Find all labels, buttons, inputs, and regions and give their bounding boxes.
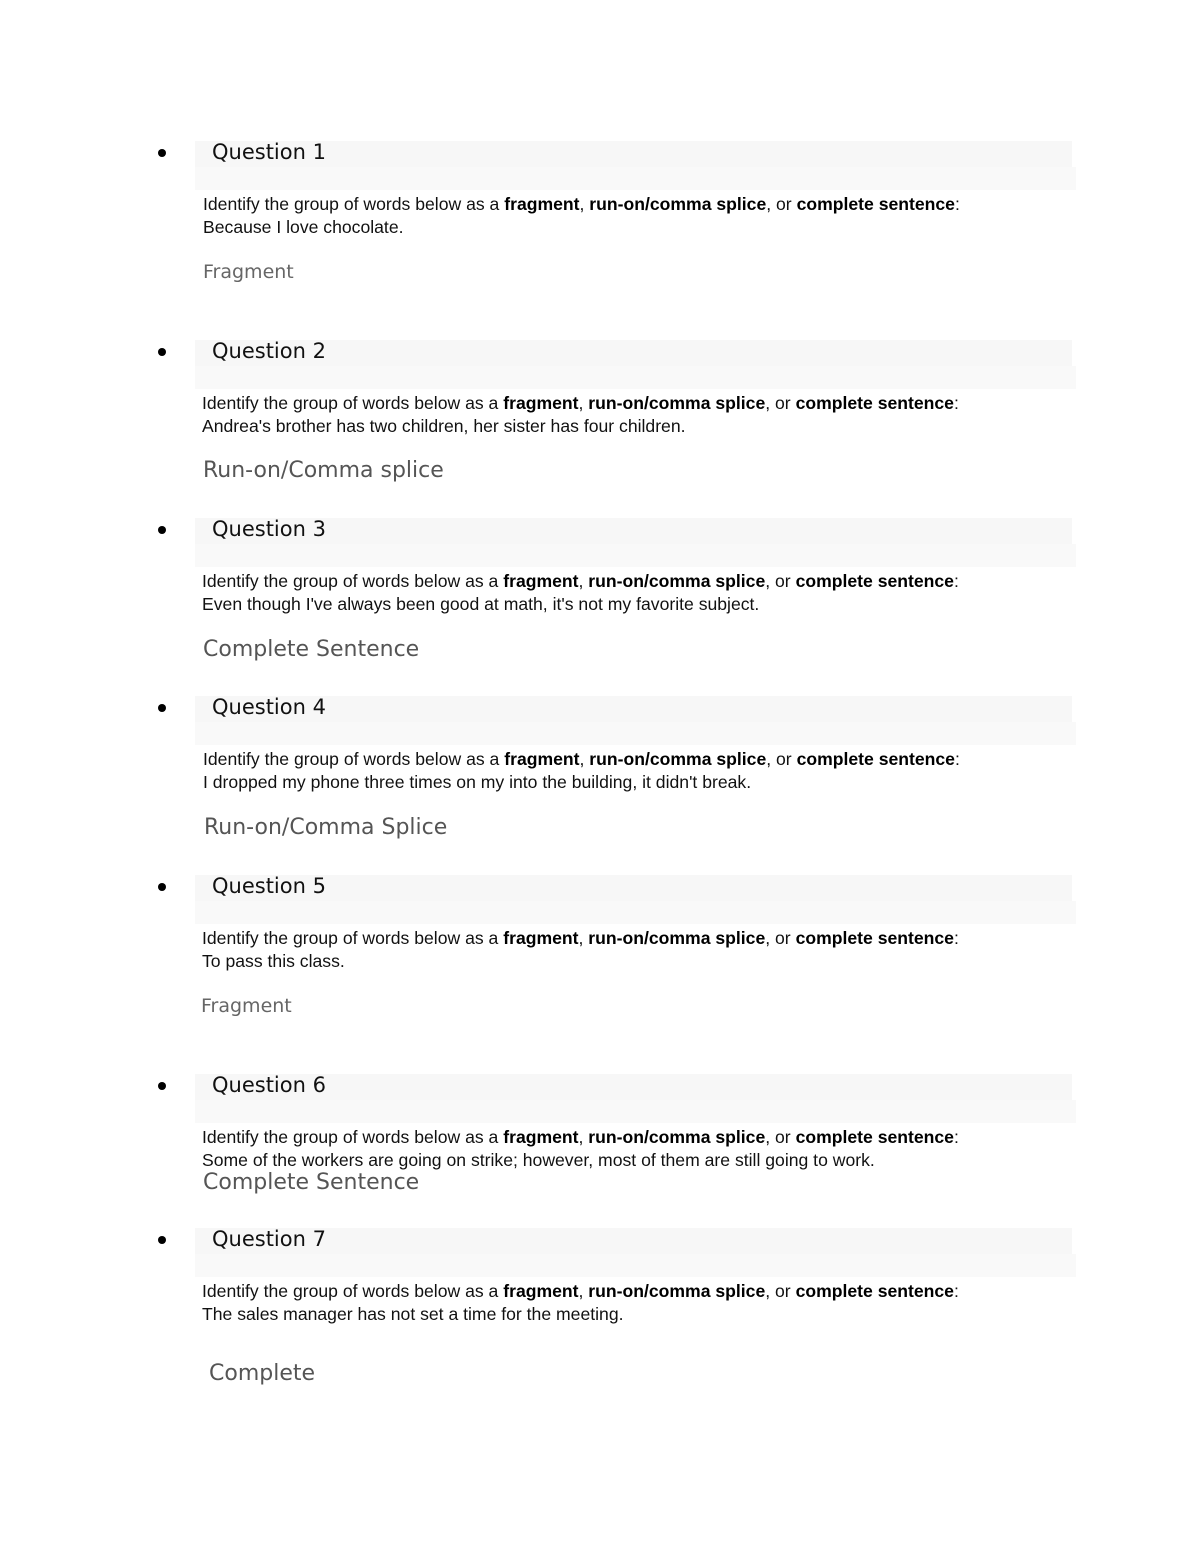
term-complete-sentence: complete sentence [795, 928, 954, 948]
term-fragment: fragment [503, 928, 579, 948]
term-run-on: run-on/comma splice [589, 749, 767, 769]
term-complete-sentence: complete sentence [795, 393, 954, 413]
question-prompt [202, 1280, 959, 1303]
question-header-band [195, 722, 1076, 745]
question-prompt [202, 392, 959, 415]
answer-text: Complete Sentence [203, 637, 420, 662]
question-header-band [195, 167, 1076, 190]
term-complete-sentence: complete sentence [795, 1281, 954, 1301]
question-sentence: Because I love chocolate. [203, 217, 404, 237]
prompt-end: : [953, 1127, 959, 1147]
question-sentence: Even though I've always been good at math, it's not my favorite subject. [202, 594, 760, 614]
question-header-band [195, 1254, 1076, 1277]
term-fragment: fragment [503, 1127, 579, 1147]
prompt-sep: , or [765, 1127, 796, 1147]
prompt-end: : [953, 1281, 959, 1301]
prompt-end: : [954, 749, 960, 769]
prompt-intro: Identify the group of words below as a [202, 393, 504, 413]
question-header [195, 875, 1072, 901]
question-header-band [195, 1100, 1076, 1123]
prompt-sep: , or [766, 194, 797, 214]
question-header [195, 340, 1072, 366]
question-header-band [195, 901, 1076, 924]
term-fragment: fragment [503, 1281, 579, 1301]
prompt-sep: , or [765, 571, 796, 591]
question-header [195, 1228, 1072, 1254]
prompt-sep: , [578, 393, 589, 413]
prompt-sep: , [579, 749, 590, 769]
prompt-intro: Identify the group of words below as a [202, 928, 504, 948]
question-title: Question 1 [212, 140, 326, 164]
term-run-on: run-on/comma splice [588, 393, 766, 413]
question-title: Question 5 [212, 874, 326, 898]
answer-text: Run-on/Comma splice [203, 458, 444, 483]
bullet-icon [158, 1236, 166, 1244]
question-title: Question 4 [212, 695, 326, 719]
prompt-sep: , [579, 194, 590, 214]
term-complete-sentence: complete sentence [796, 749, 955, 769]
term-run-on: run-on/comma splice [588, 571, 766, 591]
bullet-icon [158, 704, 166, 712]
answer-text: Complete [209, 1361, 316, 1386]
prompt-end: : [953, 571, 959, 591]
prompt-sep: , or [765, 393, 796, 413]
question-prompt [202, 927, 959, 950]
prompt-sep: , [578, 571, 589, 591]
prompt-end: : [953, 928, 959, 948]
prompt-sep: , [578, 1127, 589, 1147]
question-title: Question 2 [212, 339, 326, 363]
question-sentence: I dropped my phone three times on my into the building, it didn't break. [203, 772, 752, 792]
bullet-icon [158, 149, 166, 157]
prompt-sep: , or [766, 749, 797, 769]
prompt-sep: , [578, 1281, 589, 1301]
term-run-on: run-on/comma splice [589, 194, 767, 214]
question-header-band [195, 544, 1076, 567]
question-header [195, 141, 1072, 167]
prompt-intro: Identify the group of words below as a [202, 571, 504, 591]
term-fragment: fragment [503, 393, 579, 413]
prompt-intro: Identify the group of words below as a [202, 1127, 504, 1147]
question-header [195, 1074, 1072, 1100]
term-complete-sentence: complete sentence [796, 194, 955, 214]
term-complete-sentence: complete sentence [795, 571, 954, 591]
term-fragment: fragment [504, 749, 580, 769]
bullet-icon [158, 1082, 166, 1090]
bullet-icon [158, 526, 166, 534]
question-prompt [202, 1126, 959, 1149]
bullet-icon [158, 348, 166, 356]
term-complete-sentence: complete sentence [795, 1127, 954, 1147]
prompt-sep: , or [765, 928, 796, 948]
question-sentence: To pass this class. [202, 951, 345, 971]
answer-text: Complete Sentence [203, 1170, 420, 1195]
prompt-intro: Identify the group of words below as a [203, 194, 505, 214]
term-fragment: fragment [503, 571, 579, 591]
term-fragment: fragment [504, 194, 580, 214]
question-title: Question 3 [212, 517, 326, 541]
question-title: Question 7 [212, 1227, 326, 1251]
prompt-intro: Identify the group of words below as a [202, 1281, 504, 1301]
prompt-intro: Identify the group of words below as a [203, 749, 505, 769]
question-prompt [203, 748, 960, 771]
answer-text: Fragment [201, 995, 292, 1017]
bullet-icon [158, 883, 166, 891]
term-run-on: run-on/comma splice [588, 1127, 766, 1147]
answer-text: Run-on/Comma Splice [204, 815, 448, 840]
question-prompt [203, 193, 960, 216]
question-title: Question 6 [212, 1073, 326, 1097]
term-run-on: run-on/comma splice [588, 928, 766, 948]
question-header [195, 518, 1072, 544]
question-sentence: Some of the workers are going on strike; however, most of them are still going to work. [202, 1150, 875, 1170]
question-header [195, 696, 1072, 722]
question-sentence: The sales manager has not set a time for the meeting. [202, 1304, 624, 1324]
prompt-end: : [954, 194, 960, 214]
prompt-sep: , [578, 928, 589, 948]
prompt-end: : [953, 393, 959, 413]
question-sentence: Andrea's brother has two children, her sister has four children. [202, 416, 686, 436]
answer-text: Fragment [203, 261, 294, 283]
prompt-sep: , or [765, 1281, 796, 1301]
term-run-on: run-on/comma splice [588, 1281, 766, 1301]
question-prompt [202, 570, 959, 593]
question-header-band [195, 366, 1076, 389]
